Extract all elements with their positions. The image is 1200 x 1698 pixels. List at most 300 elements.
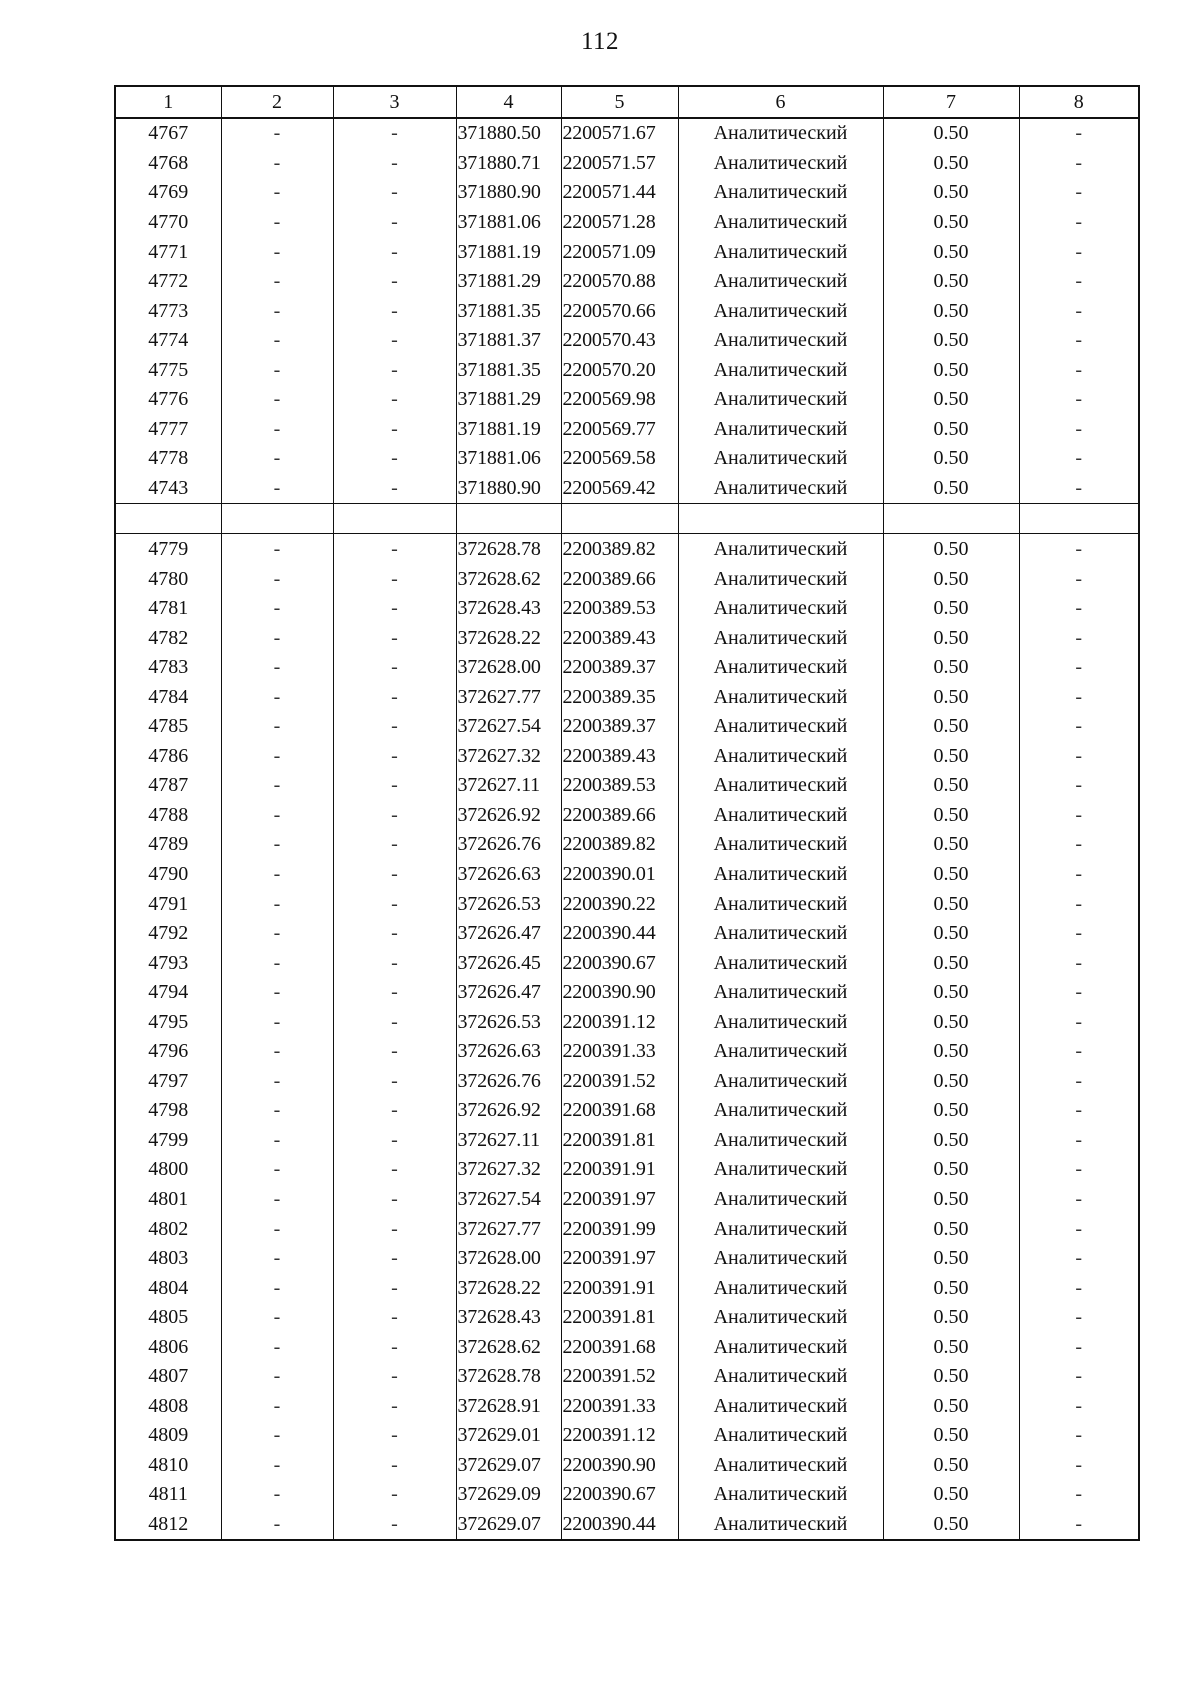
accuracy-cell: 0.50: [883, 623, 1019, 653]
col8-cell: -: [1019, 918, 1139, 948]
point-number-cell: 4781: [115, 593, 221, 623]
method-cell: Аналитический: [678, 593, 883, 623]
y-coordinate-cell: 2200389.37: [561, 711, 678, 741]
col8-cell: -: [1019, 830, 1139, 860]
y-coordinate-cell: 2200390.44: [561, 1509, 678, 1540]
y-coordinate-cell: 2200571.44: [561, 178, 678, 208]
method-cell: Аналитический: [678, 148, 883, 178]
col2-cell: -: [221, 1302, 333, 1332]
col3-cell: -: [333, 325, 456, 355]
y-coordinate-cell: 2200391.52: [561, 1362, 678, 1392]
table-row: [115, 652, 1139, 682]
col3-cell: -: [333, 384, 456, 414]
y-coordinate-cell: 2200390.22: [561, 889, 678, 919]
x-coordinate-cell: [456, 503, 561, 534]
accuracy-cell: 0.50: [883, 207, 1019, 237]
x-coordinate-cell: 371881.35: [456, 355, 561, 385]
col3-cell: -: [333, 977, 456, 1007]
col2-cell: -: [221, 534, 333, 564]
point-number-cell: 4810: [115, 1450, 221, 1480]
col3-cell: -: [333, 444, 456, 474]
table-row: [115, 444, 1139, 474]
point-number-cell: 4787: [115, 771, 221, 801]
y-coordinate-cell: 2200389.43: [561, 623, 678, 653]
point-number-cell: 4803: [115, 1243, 221, 1273]
accuracy-cell: [883, 503, 1019, 534]
table-row: [115, 800, 1139, 830]
point-number-cell: 4811: [115, 1480, 221, 1510]
table-row: [115, 593, 1139, 623]
accuracy-cell: 0.50: [883, 593, 1019, 623]
col2-cell: -: [221, 859, 333, 889]
col2-cell: -: [221, 948, 333, 978]
table-row: [115, 948, 1139, 978]
method-cell: Аналитический: [678, 564, 883, 594]
col3-cell: -: [333, 1037, 456, 1067]
x-coordinate-cell: 371880.90: [456, 473, 561, 503]
table-row: [115, 473, 1139, 503]
col3-cell: -: [333, 1332, 456, 1362]
point-number-cell: 4775: [115, 355, 221, 385]
col2-cell: -: [221, 1450, 333, 1480]
col8-cell: -: [1019, 1391, 1139, 1421]
method-cell: Аналитический: [678, 741, 883, 771]
col8-cell: -: [1019, 1096, 1139, 1126]
col8-cell: -: [1019, 564, 1139, 594]
method-cell: Аналитический: [678, 977, 883, 1007]
y-coordinate-cell: 2200389.66: [561, 800, 678, 830]
method-cell: Аналитический: [678, 1302, 883, 1332]
col2-cell: -: [221, 1480, 333, 1510]
col3-cell: -: [333, 1007, 456, 1037]
method-cell: Аналитический: [678, 534, 883, 564]
point-number-cell: 4802: [115, 1214, 221, 1244]
col2-cell: -: [221, 355, 333, 385]
x-coordinate-cell: 372628.78: [456, 534, 561, 564]
x-coordinate-cell: 372626.63: [456, 859, 561, 889]
accuracy-cell: 0.50: [883, 1155, 1019, 1185]
method-cell: Аналитический: [678, 1066, 883, 1096]
col3-cell: -: [333, 1391, 456, 1421]
table-row: [115, 1066, 1139, 1096]
accuracy-cell: 0.50: [883, 118, 1019, 149]
col8-cell: -: [1019, 1243, 1139, 1273]
col3-cell: -: [333, 682, 456, 712]
table-row: [115, 266, 1139, 296]
table-row: [115, 889, 1139, 919]
table-row: [115, 1214, 1139, 1244]
accuracy-cell: 0.50: [883, 1243, 1019, 1273]
x-coordinate-cell: 372627.77: [456, 1214, 561, 1244]
col2-cell: -: [221, 148, 333, 178]
col3-cell: -: [333, 771, 456, 801]
x-coordinate-cell: 372626.92: [456, 1096, 561, 1126]
method-cell: [678, 503, 883, 534]
col8-cell: -: [1019, 859, 1139, 889]
col3-cell: -: [333, 1273, 456, 1303]
col2-cell: -: [221, 1066, 333, 1096]
accuracy-cell: 0.50: [883, 534, 1019, 564]
y-coordinate-cell: 2200391.52: [561, 1066, 678, 1096]
y-coordinate-cell: 2200570.20: [561, 355, 678, 385]
point-number-cell: 4792: [115, 918, 221, 948]
table-row: [115, 1509, 1139, 1540]
point-number-cell: 4790: [115, 859, 221, 889]
col2-cell: -: [221, 623, 333, 653]
point-number-cell: 4809: [115, 1421, 221, 1451]
y-coordinate-cell: 2200570.66: [561, 296, 678, 326]
accuracy-cell: 0.50: [883, 1332, 1019, 1362]
accuracy-cell: 0.50: [883, 1421, 1019, 1451]
table-row: [115, 1362, 1139, 1392]
method-cell: Аналитический: [678, 830, 883, 860]
col8-cell: -: [1019, 1302, 1139, 1332]
x-coordinate-cell: 372627.32: [456, 741, 561, 771]
table-row: [115, 1125, 1139, 1155]
table-row: [115, 564, 1139, 594]
x-coordinate-cell: 372626.76: [456, 1066, 561, 1096]
y-coordinate-cell: 2200389.66: [561, 564, 678, 594]
col3-cell: -: [333, 652, 456, 682]
method-cell: Аналитический: [678, 623, 883, 653]
col2-cell: -: [221, 325, 333, 355]
point-number-cell: 4774: [115, 325, 221, 355]
method-cell: Аналитический: [678, 325, 883, 355]
col8-cell: -: [1019, 741, 1139, 771]
x-coordinate-cell: 372628.62: [456, 564, 561, 594]
col3-cell: -: [333, 1125, 456, 1155]
accuracy-cell: 0.50: [883, 918, 1019, 948]
x-coordinate-cell: 372628.43: [456, 593, 561, 623]
accuracy-cell: 0.50: [883, 325, 1019, 355]
col3-cell: -: [333, 237, 456, 267]
table-row: [115, 1421, 1139, 1451]
col2-cell: -: [221, 830, 333, 860]
point-number-cell: 4796: [115, 1037, 221, 1067]
point-number-cell: 4779: [115, 534, 221, 564]
y-coordinate-cell: 2200390.67: [561, 948, 678, 978]
col3-cell: -: [333, 1421, 456, 1451]
accuracy-cell: 0.50: [883, 1362, 1019, 1392]
y-coordinate-cell: 2200391.68: [561, 1096, 678, 1126]
method-cell: Аналитический: [678, 859, 883, 889]
point-number-cell: 4776: [115, 384, 221, 414]
col2-cell: -: [221, 296, 333, 326]
col2-cell: -: [221, 1362, 333, 1392]
accuracy-cell: 0.50: [883, 444, 1019, 474]
point-number-cell: 4805: [115, 1302, 221, 1332]
accuracy-cell: 0.50: [883, 178, 1019, 208]
x-coordinate-cell: 371881.37: [456, 325, 561, 355]
col3-cell: -: [333, 1509, 456, 1540]
point-number-cell: 4778: [115, 444, 221, 474]
x-coordinate-cell: 372626.53: [456, 1007, 561, 1037]
point-number-cell: 4743: [115, 473, 221, 503]
x-coordinate-cell: 372629.01: [456, 1421, 561, 1451]
point-number-cell: 4780: [115, 564, 221, 594]
accuracy-cell: 0.50: [883, 1302, 1019, 1332]
y-coordinate-cell: 2200391.91: [561, 1155, 678, 1185]
col3-cell: -: [333, 1066, 456, 1096]
y-coordinate-cell: 2200571.57: [561, 148, 678, 178]
method-cell: Аналитический: [678, 1243, 883, 1273]
y-coordinate-cell: 2200569.58: [561, 444, 678, 474]
y-coordinate-cell: 2200390.90: [561, 1450, 678, 1480]
col8-cell: [1019, 503, 1139, 534]
col2-cell: -: [221, 1007, 333, 1037]
point-number-cell: 4798: [115, 1096, 221, 1126]
col8-cell: -: [1019, 1037, 1139, 1067]
col3-cell: -: [333, 1450, 456, 1480]
x-coordinate-cell: 372627.54: [456, 1184, 561, 1214]
method-cell: Аналитический: [678, 296, 883, 326]
table-row: [115, 1007, 1139, 1037]
table-row: [115, 118, 1139, 149]
col8-cell: -: [1019, 118, 1139, 149]
x-coordinate-cell: 371881.19: [456, 237, 561, 267]
col8-cell: -: [1019, 325, 1139, 355]
table-row: [115, 1480, 1139, 1510]
col2-cell: -: [221, 918, 333, 948]
method-cell: Аналитический: [678, 1096, 883, 1126]
col2-cell: -: [221, 593, 333, 623]
point-number-cell: 4782: [115, 623, 221, 653]
x-coordinate-cell: 371881.29: [456, 266, 561, 296]
point-number-cell: 4794: [115, 977, 221, 1007]
method-cell: Аналитический: [678, 384, 883, 414]
table-row: [115, 1184, 1139, 1214]
point-number-cell: 4788: [115, 800, 221, 830]
y-coordinate-cell: 2200571.09: [561, 237, 678, 267]
method-cell: Аналитический: [678, 1155, 883, 1185]
col8-cell: -: [1019, 889, 1139, 919]
method-cell: Аналитический: [678, 1214, 883, 1244]
x-coordinate-cell: 372626.63: [456, 1037, 561, 1067]
col8-cell: -: [1019, 1480, 1139, 1510]
coordinates-table: [114, 85, 1140, 1541]
method-cell: Аналитический: [678, 1184, 883, 1214]
col3-cell: -: [333, 948, 456, 978]
col8-cell: -: [1019, 1362, 1139, 1392]
col2-cell: -: [221, 237, 333, 267]
method-cell: Аналитический: [678, 1007, 883, 1037]
x-coordinate-cell: 372629.07: [456, 1450, 561, 1480]
col3-cell: [333, 503, 456, 534]
point-number-cell: 4768: [115, 148, 221, 178]
x-coordinate-cell: 372628.78: [456, 1362, 561, 1392]
col8-cell: -: [1019, 1066, 1139, 1096]
col2-cell: -: [221, 266, 333, 296]
col8-cell: -: [1019, 593, 1139, 623]
y-coordinate-cell: 2200390.67: [561, 1480, 678, 1510]
method-cell: Аналитический: [678, 237, 883, 267]
y-coordinate-cell: 2200391.91: [561, 1273, 678, 1303]
y-coordinate-cell: 2200389.35: [561, 682, 678, 712]
method-cell: Аналитический: [678, 1037, 883, 1067]
col3-cell: -: [333, 148, 456, 178]
col8-cell: -: [1019, 1007, 1139, 1037]
point-number-cell: 4772: [115, 266, 221, 296]
accuracy-cell: 0.50: [883, 1066, 1019, 1096]
y-coordinate-cell: 2200390.01: [561, 859, 678, 889]
method-cell: Аналитический: [678, 473, 883, 503]
x-coordinate-cell: 371881.19: [456, 414, 561, 444]
method-cell: Аналитический: [678, 711, 883, 741]
col8-cell: -: [1019, 771, 1139, 801]
col3-cell: -: [333, 1155, 456, 1185]
col8-cell: -: [1019, 1184, 1139, 1214]
accuracy-cell: 0.50: [883, 296, 1019, 326]
col2-cell: -: [221, 1155, 333, 1185]
col8-cell: -: [1019, 237, 1139, 267]
y-coordinate-cell: 2200389.53: [561, 593, 678, 623]
method-cell: Аналитический: [678, 178, 883, 208]
y-coordinate-cell: 2200391.12: [561, 1421, 678, 1451]
accuracy-cell: 0.50: [883, 1509, 1019, 1540]
method-cell: Аналитический: [678, 1362, 883, 1392]
x-coordinate-cell: 371881.06: [456, 444, 561, 474]
col3-cell: -: [333, 800, 456, 830]
x-coordinate-cell: 372628.91: [456, 1391, 561, 1421]
col2-cell: -: [221, 178, 333, 208]
col8-cell: -: [1019, 1332, 1139, 1362]
y-coordinate-cell: 2200390.90: [561, 977, 678, 1007]
table-row: [115, 534, 1139, 564]
point-number-cell: 4773: [115, 296, 221, 326]
col8-cell: -: [1019, 384, 1139, 414]
col8-cell: -: [1019, 682, 1139, 712]
accuracy-cell: 0.50: [883, 711, 1019, 741]
method-cell: Аналитический: [678, 1332, 883, 1362]
col3-cell: -: [333, 918, 456, 948]
accuracy-cell: 0.50: [883, 414, 1019, 444]
col2-cell: -: [221, 771, 333, 801]
x-coordinate-cell: 372627.32: [456, 1155, 561, 1185]
x-coordinate-cell: 372629.07: [456, 1509, 561, 1540]
table-row: [115, 1391, 1139, 1421]
col2-cell: -: [221, 1125, 333, 1155]
col8-cell: -: [1019, 1155, 1139, 1185]
point-number-cell: 4812: [115, 1509, 221, 1540]
y-coordinate-cell: 2200391.97: [561, 1243, 678, 1273]
col8-cell: -: [1019, 1125, 1139, 1155]
x-coordinate-cell: 372628.43: [456, 1302, 561, 1332]
col2-cell: -: [221, 711, 333, 741]
col8-cell: -: [1019, 977, 1139, 1007]
col2-cell: -: [221, 1391, 333, 1421]
y-coordinate-cell: 2200390.44: [561, 918, 678, 948]
col8-cell: -: [1019, 296, 1139, 326]
method-cell: Аналитический: [678, 1450, 883, 1480]
table-row: [115, 207, 1139, 237]
col8-cell: -: [1019, 1509, 1139, 1540]
method-cell: Аналитический: [678, 682, 883, 712]
x-coordinate-cell: 372628.00: [456, 1243, 561, 1273]
col2-cell: -: [221, 1037, 333, 1067]
col8-cell: -: [1019, 534, 1139, 564]
col3-cell: -: [333, 830, 456, 860]
column-header: 6: [678, 86, 883, 118]
col8-cell: -: [1019, 800, 1139, 830]
col3-cell: -: [333, 1362, 456, 1392]
table-row: [115, 859, 1139, 889]
header-row: [115, 86, 1139, 118]
accuracy-cell: 0.50: [883, 1096, 1019, 1126]
col3-cell: -: [333, 711, 456, 741]
table-row: [115, 741, 1139, 771]
col8-cell: -: [1019, 1214, 1139, 1244]
col3-cell: -: [333, 1243, 456, 1273]
accuracy-cell: 0.50: [883, 148, 1019, 178]
accuracy-cell: 0.50: [883, 741, 1019, 771]
col8-cell: -: [1019, 623, 1139, 653]
col2-cell: -: [221, 1421, 333, 1451]
col2-cell: -: [221, 473, 333, 503]
point-number-cell: 4786: [115, 741, 221, 771]
y-coordinate-cell: 2200391.97: [561, 1184, 678, 1214]
col8-cell: -: [1019, 1450, 1139, 1480]
accuracy-cell: 0.50: [883, 355, 1019, 385]
point-number-cell: [115, 503, 221, 534]
point-number-cell: 4808: [115, 1391, 221, 1421]
table-row: [115, 237, 1139, 267]
x-coordinate-cell: 372627.54: [456, 711, 561, 741]
method-cell: Аналитический: [678, 800, 883, 830]
accuracy-cell: 0.50: [883, 800, 1019, 830]
table-row: [115, 771, 1139, 801]
column-header: 4: [456, 86, 561, 118]
col3-cell: -: [333, 741, 456, 771]
col3-cell: -: [333, 1096, 456, 1126]
col8-cell: -: [1019, 1421, 1139, 1451]
table-row: [115, 1302, 1139, 1332]
y-coordinate-cell: 2200571.67: [561, 118, 678, 149]
column-header: 1: [115, 86, 221, 118]
table-row: [115, 384, 1139, 414]
accuracy-cell: 0.50: [883, 1214, 1019, 1244]
x-coordinate-cell: 372626.47: [456, 918, 561, 948]
x-coordinate-cell: 372628.00: [456, 652, 561, 682]
accuracy-cell: 0.50: [883, 948, 1019, 978]
point-number-cell: 4769: [115, 178, 221, 208]
y-coordinate-cell: 2200391.81: [561, 1302, 678, 1332]
y-coordinate-cell: 2200569.42: [561, 473, 678, 503]
y-coordinate-cell: 2200391.81: [561, 1125, 678, 1155]
col2-cell: -: [221, 741, 333, 771]
accuracy-cell: 0.50: [883, 266, 1019, 296]
x-coordinate-cell: 371880.71: [456, 148, 561, 178]
table-row: [115, 1096, 1139, 1126]
y-coordinate-cell: 2200389.53: [561, 771, 678, 801]
col8-cell: -: [1019, 178, 1139, 208]
col8-cell: -: [1019, 1273, 1139, 1303]
col3-cell: -: [333, 623, 456, 653]
col3-cell: -: [333, 1302, 456, 1332]
table-header: [115, 86, 1139, 118]
y-coordinate-cell: 2200570.88: [561, 266, 678, 296]
y-coordinate-cell: 2200389.82: [561, 830, 678, 860]
accuracy-cell: 0.50: [883, 384, 1019, 414]
col2-cell: -: [221, 564, 333, 594]
y-coordinate-cell: 2200391.33: [561, 1391, 678, 1421]
col2-cell: -: [221, 652, 333, 682]
method-cell: Аналитический: [678, 355, 883, 385]
method-cell: Аналитический: [678, 207, 883, 237]
y-coordinate-cell: 2200389.43: [561, 741, 678, 771]
table-row: [115, 918, 1139, 948]
col2-cell: -: [221, 1332, 333, 1362]
accuracy-cell: 0.50: [883, 564, 1019, 594]
